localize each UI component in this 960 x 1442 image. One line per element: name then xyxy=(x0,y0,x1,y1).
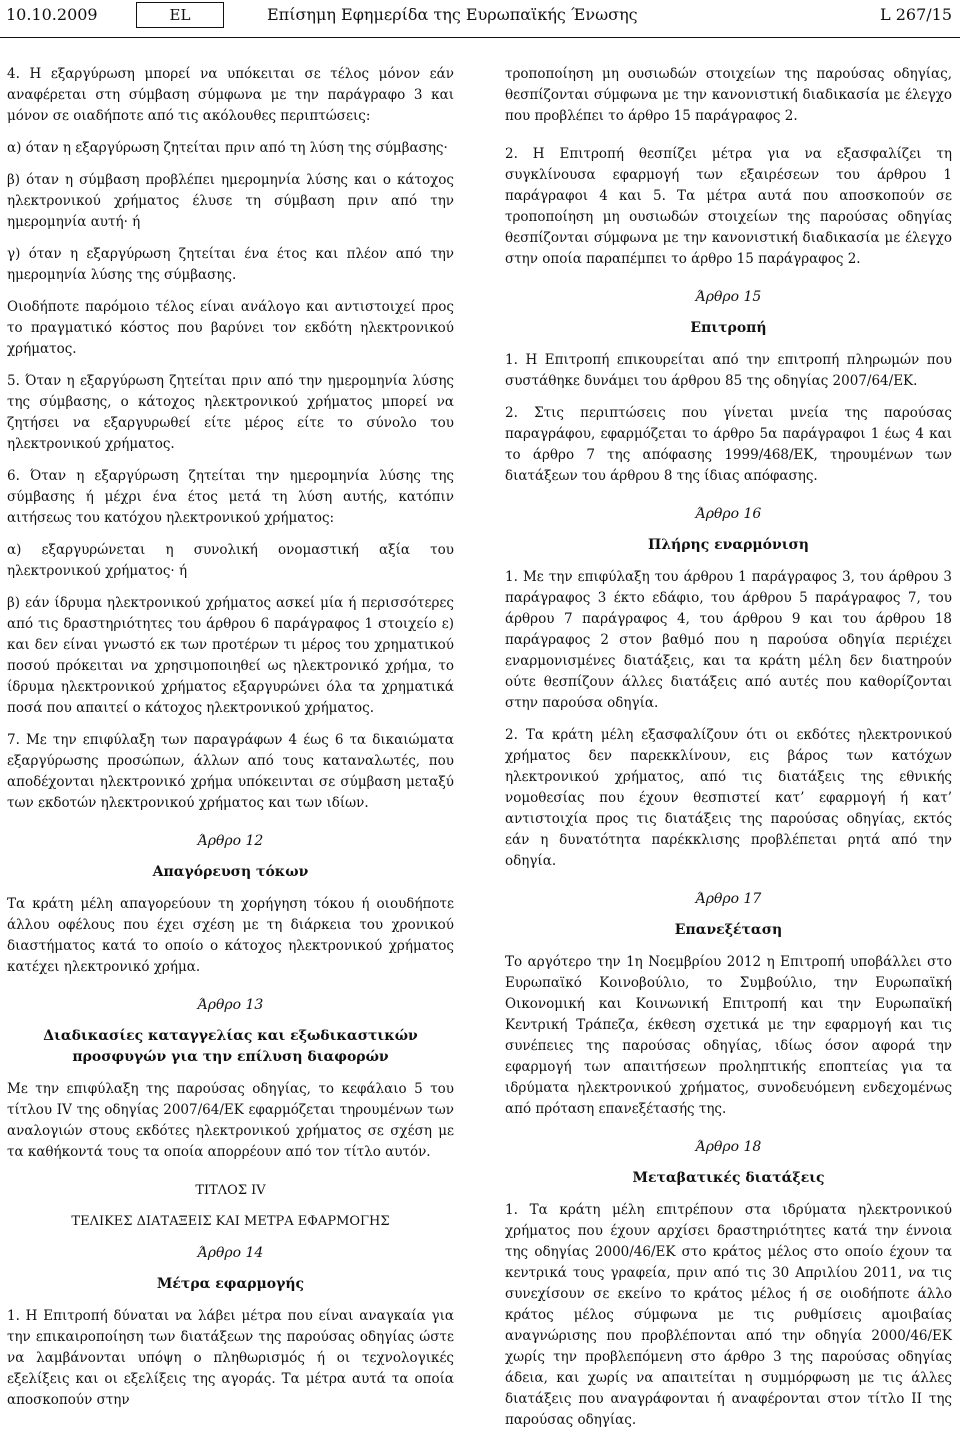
paragraph-7: 7. Με την επιφύλαξη των παραγράφων 4 έως 6 τα δικαιώματα εξαργύρωσης προσώπων, άλλων από τους καταναλωτές, που αποδέχονται ηλεκτρονικό χρήμα υπόκεινται σε σύμβαση μεταξύ των εκδοτών ηλεκτρονικού χρήματος και των ιδίων. xyxy=(7,732,454,811)
article-14-number: Άρθρο 14 xyxy=(197,1245,264,1261)
article-13-number: Άρθρο 13 xyxy=(197,997,264,1013)
article-18-title: Μεταβατικές διατάξεις xyxy=(632,1170,825,1186)
paragraph-6a: α) εξαργυρώνεται η συνολική ονομαστική αξία του ηλεκτρονικού χρήματος· ή xyxy=(7,542,454,579)
page-number: L 267/15 xyxy=(880,5,952,24)
article-12-text: Τα κράτη μέλη απαγορεύουν τη χορήγηση τόκου ή οιουδήποτε άλλου οφέλους που έχει σχέση με τη διάρκεια του χρονικού διαστήματος κατά το οποίο ο κάτοχος ηλεκτρονικού χρήματος κατέχει ηλεκτρονικό χρήμα. xyxy=(7,896,454,975)
article-15-paragraph-1: 1. Η Επιτροπή επικουρείται από την επιτροπή πληρωμών που συστάθηκε δυνάμει του άρθρου 85 της οδηγίας 2007/64/ΕΚ. xyxy=(505,352,952,389)
paragraph-4c: γ) όταν η εξαργύρωση ζητείται ένα έτος και πλέον από την ημερομηνία λύσης της σύμβασης. xyxy=(7,246,454,283)
paragraph-4a: α) όταν η εξαργύρωση ζητείται πριν από τη λύση της σύμβασης· xyxy=(7,140,448,156)
header-rule xyxy=(0,37,960,38)
article-17-title: Επανεξέταση xyxy=(674,922,783,938)
paragraph-6b: β) εάν ίδρυμα ηλεκτρονικού χρήματος ασκεί μία ή περισσότερες από τις δραστηριότητες του άρθρου 6 παράγραφος 1 στοιχείο ε) και δεν είναι γνωστό εκ των προτέρων τι μέρος του χρηματικού ποσού πρόκειται να χρησιμοποιηθεί ως ηλεκτρονικό χρήμα, το ίδρυμα ηλεκτρονικού χρήματος εξαργυρώνει όλα τα χρηματικά ποσά που απαιτεί ο κάτοχος ηλεκτρονικού χρήματος. xyxy=(7,595,454,716)
article-13-title: Διαδικασίες καταγγελίας και εξωδικαστικών προσφυγών για την επίλυση διαφορών xyxy=(43,1028,418,1065)
article-18-number: Άρθρο 18 xyxy=(695,1139,762,1155)
article-15-title: Επιτροπή xyxy=(690,320,767,336)
article-14-paragraph-2: 2. Η Επιτροπή θεσπίζει μέτρα για να εξασφαλίζει τη συγκλίνουσα εφαρμογή των εξαιρέσεων του άρθρου 1 παράγραφοι 4 και 5. Τα μέτρα αυτά που αποσκοπούν σε τροποποίηση μη ουσιωδών στοιχείων της παρούσας οδηγίας θεσπίζονται σύμφωνα με την κανονιστική διαδικασία με έλεγχο στην οποία παραπέμπει το άρθρο 15 παράγραφος 2. xyxy=(505,146,952,267)
article-15-number: Άρθρο 15 xyxy=(695,289,762,305)
article-16-title: Πλήρης εναρμόνιση xyxy=(648,537,809,553)
paragraph-4b: β) όταν η σύμβαση προβλέπει ημερομηνία λύσης και ο κάτοχος ηλεκτρονικού χρήματος έλυσε τη σύμβαση πριν από την ημερομηνία αυτή· ή xyxy=(7,172,454,230)
article-16-paragraph-1: 1. Με την επιφύλαξη του άρθρου 1 παράγραφος 3, του άρθρου 3 παράγραφος 3 έκτο εδάφιο, του άρθρου 5 παράγραφος 7, του άρθρου 7 παράγραφος 4, του άρθρου 9 και του άρθρου 18 παράγραφος 2 στον βαθμό που η παρούσα οδηγία περιέχει εναρμονισμένες διατάξεις, και τα κράτη μέλη δεν διατηρούν ούτε θεσπίζουν άλλες διατάξεις από αυτές που καθορίζονται στην παρούσα οδηγία. xyxy=(505,569,952,711)
article-17-text: Το αργότερο την 1η Νοεμβρίου 2012 η Επιτροπή υποβάλλει στο Ευρωπαϊκό Κοινοβούλιο, το Συμβούλιο, την Ευρωπαϊκή Οικονομική και Κοινωνική Επιτροπή και την Ευρωπαϊκή Κεντρική Τράπεζα, έκθεση σχετικά με την εφαρμογή και τις συνέπειες της παρούσας οδηγίας, ιδίως όσον αφορά την εφαρμογή των απαιτήσεων προληπτικής εποπτείας για τα ιδρύματα ηλεκτρονικού χρήματος, συνοδευόμενη ενδεχομένως από πρόταση επανεξέτασής της. xyxy=(505,954,952,1117)
paragraph-4: 4. Η εξαργύρωση μπορεί να υπόκειται σε τέλος μόνον εάν αναφέρεται στη σύμβαση σύμφωνα με την παράγραφο 3 και μόνον σε οιαδήποτε από τις ακόλουθες περιπτώσεις: xyxy=(7,66,454,124)
title-iv-name: ΤΕΛΙΚΕΣ ΔΙΑΤΑΞΕΙΣ ΚΑΙ ΜΕΤΡΑ ΕΦΑΡΜΟΓΗΣ xyxy=(71,1214,390,1229)
article-12-number: Άρθρο 12 xyxy=(197,833,264,849)
article-13-text: Με την επιφύλαξη της παρούσας οδηγίας, το κεφάλαιο 5 του τίτλου IV της οδηγίας 2007/64/ΕΚ εφαρμόζεται τηρουμένων των αναλογιών στους εκδότες ηλεκτρονικού χρήματος σε σχέση με τα καθήκοντά τους τα οποία απορρέουν από τον τίτλο αυτόν. xyxy=(7,1081,454,1160)
journal-title: Επίσημη Εφημερίδα της Ευρωπαϊκής Ένωσης xyxy=(267,5,638,24)
article-16-paragraph-2: 2. Τα κράτη μέλη εξασφαλίζουν ότι οι εκδότες ηλεκτρονικού χρήματος δεν παρεκκλίνουν, εις βάρος των κατόχων ηλεκτρονικού χρήματος, από τις διατάξεις της εθνικής νομοθεσίας που έχουν θεσπιστεί κατ’ εφαρμογή ή κατ’ αντιστοιχία προς τις διατάξεις της παρούσας οδηγίας, εκτός εάν η δυνατότητα παρέκκλισης προβλέπεται ρητά από την οδηγία. xyxy=(505,727,952,869)
article-16-number: Άρθρο 16 xyxy=(695,506,762,522)
left-column xyxy=(7,64,454,1422)
page-header xyxy=(0,0,960,40)
article-12-title: Απαγόρευση τόκων xyxy=(152,864,309,880)
publication-date: 10.10.2009 xyxy=(6,5,98,24)
article-14-continuation: τροποποίηση μη ουσιωδών στοιχείων της παρούσας οδηγίας, θεσπίζονται σύμφωνα με την κανονιστική διαδικασία με έλεγχο που προβλέπει το άρθρο 15 παράγραφος 2. xyxy=(505,66,952,124)
article-14-paragraph-1: 1. Η Επιτροπή δύναται να λάβει μέτρα που είναι αναγκαία για την επικαιροποίηση των διατάξεων της παρούσας οδηγίας ώστε να λαμβάνονται υπόψη ο πληθωρισμός ή οι τεχνολογικές εξελίξεις και οι εξελίξεις της αγοράς. Τα μέτρα αυτά τα οποία αποσκοπούν στην xyxy=(7,1308,454,1408)
article-18-paragraph-1: 1. Τα κράτη μέλη επιτρέπουν στα ιδρύματα ηλεκτρονικού χρήματος που έχουν αρχίσει δραστηριότητες κατά την έννοια της οδηγίας 2000/46/ΕΚ στο κράτος μέλος στο οποίο έχουν τα κεντρικά τους γραφεία, πριν από τις 30 Απριλίου 2011, να τις συνεχίσουν σε εκείνο το κράτος μέλος ή σε οιοδήποτε άλλο κράτος μέλος σύμφωνα με τις ρυθμίσεις αμοιβαίας αναγνώρισης που προβλέπονται από την οδηγία 2000/46/ΕΚ χωρίς την προβλεπόμενη στο άρθρο 3 της παρούσας οδηγίας άδεια, και χωρίς να απαιτείται η συμμόρφωση με τις άλλες διατάξεις που αναγράφονται ή αναφέρονται στον τίτλο II της παρούσας οδηγίας. xyxy=(505,1202,952,1428)
language-badge: EL xyxy=(136,2,224,28)
article-17-number: Άρθρο 17 xyxy=(695,891,762,907)
article-14-title: Μέτρα εφαρμογής xyxy=(156,1276,305,1292)
paragraph-4-fee: Οιοδήποτε παρόμοιο τέλος είναι ανάλογο και αντιστοιχεί προς το πραγματικό κόστος που βαρύνει τον εκδότη ηλεκτρονικού χρήματος. xyxy=(7,299,454,357)
title-iv-label: ΤΙΤΛΟΣ IV xyxy=(195,1183,266,1198)
article-15-paragraph-2: 2. Στις περιπτώσεις που γίνεται μνεία της παρούσας παραγράφου, εφαρμόζεται το άρθρο 5α παράγραφοι 1 έως 4 και το άρθρο 7 της απόφασης 1999/468/ΕΚ, τηρουμένων των διατάξεων του άρθρου 8 της ίδιας απόφασης. xyxy=(505,405,952,484)
right-column xyxy=(505,64,952,1442)
paragraph-5: 5. Όταν η εξαργύρωση ζητείται πριν από την ημερομηνία λύσης της σύμβασης, ο κάτοχος ηλεκτρονικού χρήματος μπορεί να ζητήσει να εξαργυρωθεί είτε μέρος είτε το σύνολο του ηλεκτρονικού χρήματος. xyxy=(7,373,454,452)
paragraph-6: 6. Όταν η εξαργύρωση ζητείται την ημερομηνία λύσης της σύμβασης ή μέχρι ένα έτος μετά τη λύση αυτής, κατόπιν αιτήσεως του κατόχου ηλεκτρονικού χρήματος: xyxy=(7,468,454,526)
